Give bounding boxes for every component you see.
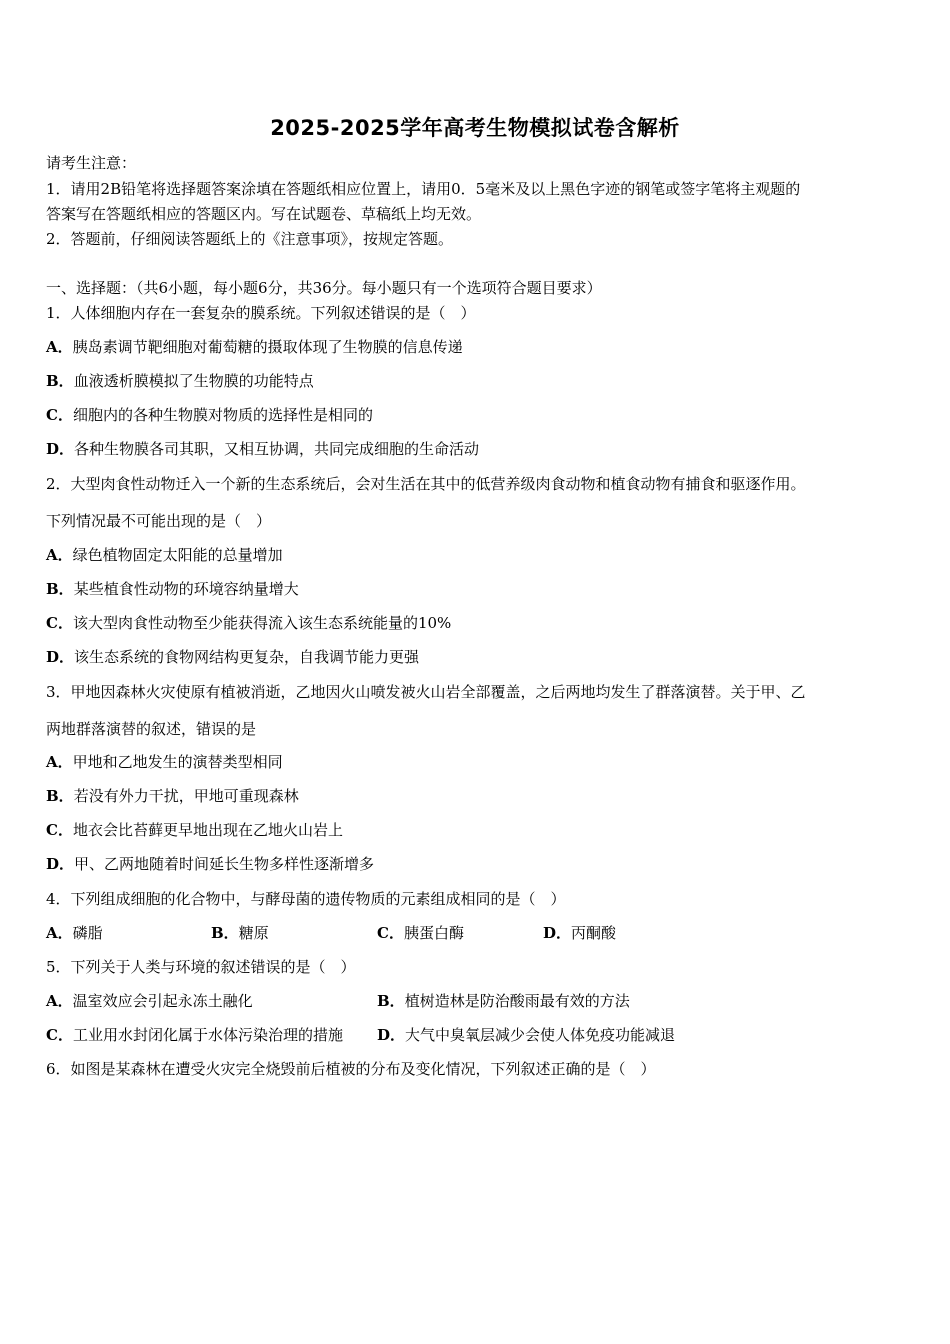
option-letter: D． — [46, 855, 75, 873]
option-text: 血液透析膜模拟了生物膜的功能特点 — [73, 372, 314, 390]
option-letter: A． — [46, 924, 73, 942]
option-letter: B． — [46, 580, 74, 598]
option-letter: D． — [46, 648, 75, 666]
q2-option-d — [46, 646, 419, 667]
option-letter: A． — [46, 992, 73, 1010]
option-letter: C． — [46, 1026, 73, 1044]
q5-stem: 5．下列关于人类与环境的叙述错误的是（ ） — [46, 958, 356, 976]
notice-item-2: 2．答题前，仔细阅读答题纸上的《注意事项》，按规定答题。 — [46, 230, 454, 248]
option-letter: A． — [46, 753, 73, 771]
q5-option-b — [377, 990, 630, 1011]
notice-item-1-line-2: 答案写在答题纸相应的答题区内。写在试题卷、草稿纸上均无效。 — [46, 205, 482, 223]
option-text: 胰岛素调节靶细胞对葡萄糖的摄取体现了生物膜的信息传递 — [72, 338, 463, 356]
option-text: 丙酮酸 — [571, 924, 617, 942]
q1-option-d — [46, 438, 479, 459]
q1-stem: 1．人体细胞内存在一套复杂的膜系统。下列叙述错误的是（ ） — [46, 304, 476, 322]
option-text: 温室效应会引起永冻土融化 — [72, 992, 253, 1010]
option-text: 某些植食性动物的环境容纳量增大 — [73, 580, 299, 598]
q5-option-a — [46, 990, 253, 1011]
q3-option-d — [46, 853, 374, 874]
q2-option-b — [46, 578, 299, 599]
page-title: 2025-2025学年高考生物模拟试卷含解析 — [270, 116, 680, 140]
option-letter: B． — [211, 924, 239, 942]
option-text: 若没有外力干扰，甲地可重现森林 — [73, 787, 299, 805]
option-text: 绿色植物固定太阳能的总量增加 — [72, 546, 283, 564]
option-text: 胰蛋白酶 — [403, 924, 464, 942]
notice-item-1-line-1: 1．请用2B铅笔将选择题答案涂填在答题纸相应位置上，请用0．5毫米及以上黑色字迹的钢笔或签字笔将主观题的 — [46, 180, 801, 198]
q3-option-c — [46, 819, 343, 840]
option-letter: B． — [377, 992, 405, 1010]
option-letter: C． — [46, 406, 73, 424]
option-text: 工业用水封闭化属于水体污染治理的措施 — [72, 1026, 343, 1044]
option-text: 植树造林是防治酸雨最有效的方法 — [404, 992, 630, 1010]
q1-option-a — [46, 336, 463, 357]
option-text: 地衣会比苔藓更早地出现在乙地火山岩上 — [72, 821, 343, 839]
notice-heading: 请考生注意： — [46, 154, 137, 172]
option-text: 细胞内的各种生物膜对物质的选择性是相同的 — [72, 406, 373, 424]
option-text: 该大型肉食性动物至少能获得流入该生态系统能量的10% — [72, 614, 452, 632]
option-letter: D． — [377, 1026, 406, 1044]
section-heading: 一、选择题：（共6小题，每小题6分，共36分。每小题只有一个选项符合题目要求） — [46, 279, 602, 297]
option-text: 甲地和乙地发生的演替类型相同 — [72, 753, 283, 771]
option-letter: D． — [46, 440, 75, 458]
q3-option-a — [46, 751, 283, 772]
option-text: 糖原 — [238, 924, 269, 942]
q5-option-c — [46, 1024, 343, 1045]
q3-option-b — [46, 785, 299, 806]
q1-option-b — [46, 370, 314, 391]
q3-stem-line-2: 两地群落演替的叙述，错误的是 — [46, 720, 257, 738]
option-letter: B． — [46, 372, 74, 390]
q1-option-c — [46, 404, 373, 425]
option-letter: C． — [46, 821, 73, 839]
q6-stem: 6．如图是某森林在遭受火灾完全烧毁前后植被的分布及变化情况，下列叙述正确的是（ ） — [46, 1060, 656, 1078]
q4-stem: 4．下列组成细胞的化合物中，与酵母菌的遗传物质的元素组成相同的是（ ） — [46, 890, 566, 908]
q3-stem-line-1: 3．甲地因森林火灾使原有植被消逝，乙地因火山喷发被火山岩全部覆盖，之后两地均发生了群落演替。关于甲、乙 — [46, 683, 806, 701]
option-text: 磷脂 — [72, 924, 103, 942]
q2-option-a — [46, 544, 283, 565]
q4-option-c — [377, 922, 464, 943]
q2-stem-line-1: 2．大型肉食性动物迁入一个新的生态系统后，会对生活在其中的低营养级肉食动物和植食动物有捕食和驱逐作用。 — [46, 475, 806, 493]
option-text: 甲、乙两地随着时间延长生物多样性逐渐增多 — [74, 855, 375, 873]
option-text: 大气中臭氧层减少会使人体免疫功能减退 — [405, 1026, 676, 1044]
option-letter: B． — [46, 787, 74, 805]
q4-option-b — [211, 922, 269, 943]
option-letter: C． — [46, 614, 73, 632]
option-text: 各种生物膜各司其职，又相互协调，共同完成细胞的生命活动 — [74, 440, 480, 458]
option-letter: A． — [46, 338, 73, 356]
option-letter: C． — [377, 924, 404, 942]
option-letter: D． — [543, 924, 572, 942]
q4-option-a — [46, 922, 103, 943]
q2-stem-line-2: 下列情况最不可能出现的是（ ） — [46, 512, 272, 530]
q2-option-c — [46, 612, 451, 633]
option-letter: A． — [46, 546, 73, 564]
q5-option-d — [377, 1024, 675, 1045]
q4-option-d — [543, 922, 616, 943]
option-text: 该生态系统的食物网结构更复杂，自我调节能力更强 — [74, 648, 420, 666]
